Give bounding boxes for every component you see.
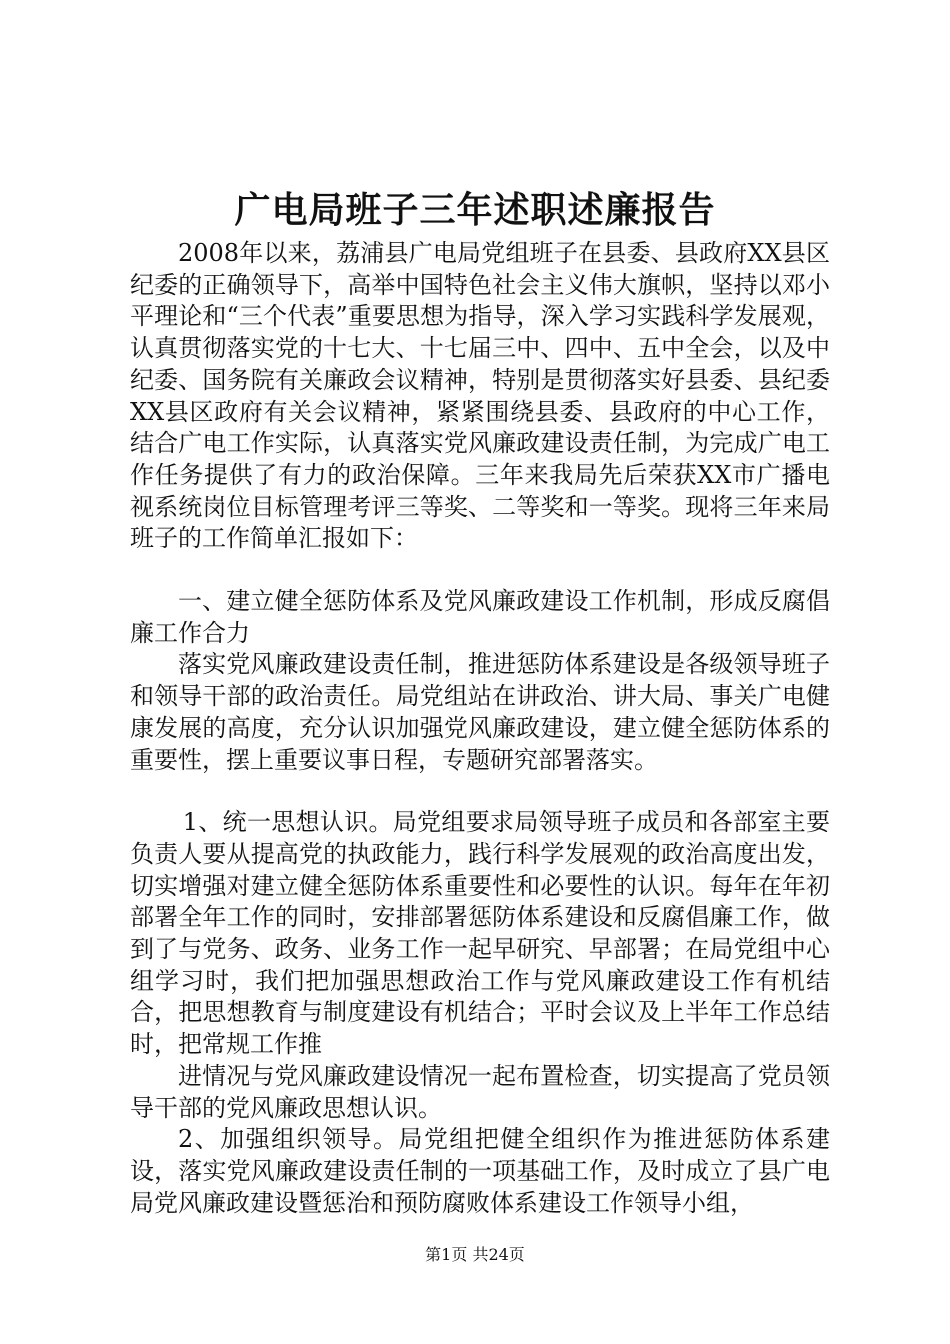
document-body [130,238,830,1219]
item-1-paragraph: 1、统一思想认识。局党组要求局领导班子成员和各部室主要负责人要从提高党的执政能力，践行科学发展观的政治高度出发，切实增强对建立健全惩防体系重要性和必要性的认识。每年在年初部署全年工作的同时，安排部署惩防体系建设和反腐倡廉工作，做到了与党务、政务、业务工作一起早研究、早部署；在局党组中心组学习时，我们把加强思想政治工作与党风廉政建设工作有机结合，把思想教育与制度建设有机结合；平时会议及上半年工作总结时，把常规工作推 [130,808,830,1059]
item-2-paragraph: 2、加强组织领导。局党组把健全组织作为推进惩防体系建设，落实党风廉政建设责任制的一项基础工作，及时成立了县广电局党风廉政建设暨惩治和预防腐败体系建设工作领导小组， [130,1125,830,1217]
intro-paragraph: 2008年以来，荔浦县广电局党组班子在县委、县政府XX县区纪委的正确领导下，高举中国特色社会主义伟大旗帜，坚持以邓小平理论和“三个代表”重要思想为指导，深入学习实践科学发展观，认真贯彻落实党的十七大、十七届三中、四中、五中全会，以及中纪委、国务院有关廉政会议精神，特别是贯彻落实好县委、县纪委XX县区政府有关会议精神，紧紧围绕县委、县政府的中心工作，结合广电工作实际，认真落实党风廉政建设责任制，为完成广电工作任务提供了有力的政治保障。三年来我局先后荣获XX市广播电视系统岗位目标管理考评三等奖、二等奖和一等奖。现将三年来局班子的工作简单汇报如下： [130,239,830,553]
document-title: 广电局班子三年述职述廉报告 [234,189,716,231]
section-heading-1: 一、建立健全惩防体系及党风廉政建设工作机制，形成反腐倡廉工作合力 [130,587,830,647]
section-1-paragraph: 落实党风廉政建设责任制，推进惩防体系建设是各级领导班子和领导干部的政治责任。局党组站在讲政治、讲大局、事关广电健康发展的高度，充分认识加强党风廉政建设，建立健全惩防体系的重要性，摆上重要议事日程，专题研究部署落实。 [130,650,830,774]
item-1-continuation-paragraph: 进情况与党风廉政建设情况一起布置检查，切实提高了党员领导干部的党风廉政思想认识。 [130,1061,830,1122]
page-number-footer: 第1页 共24页 [425,1245,525,1264]
